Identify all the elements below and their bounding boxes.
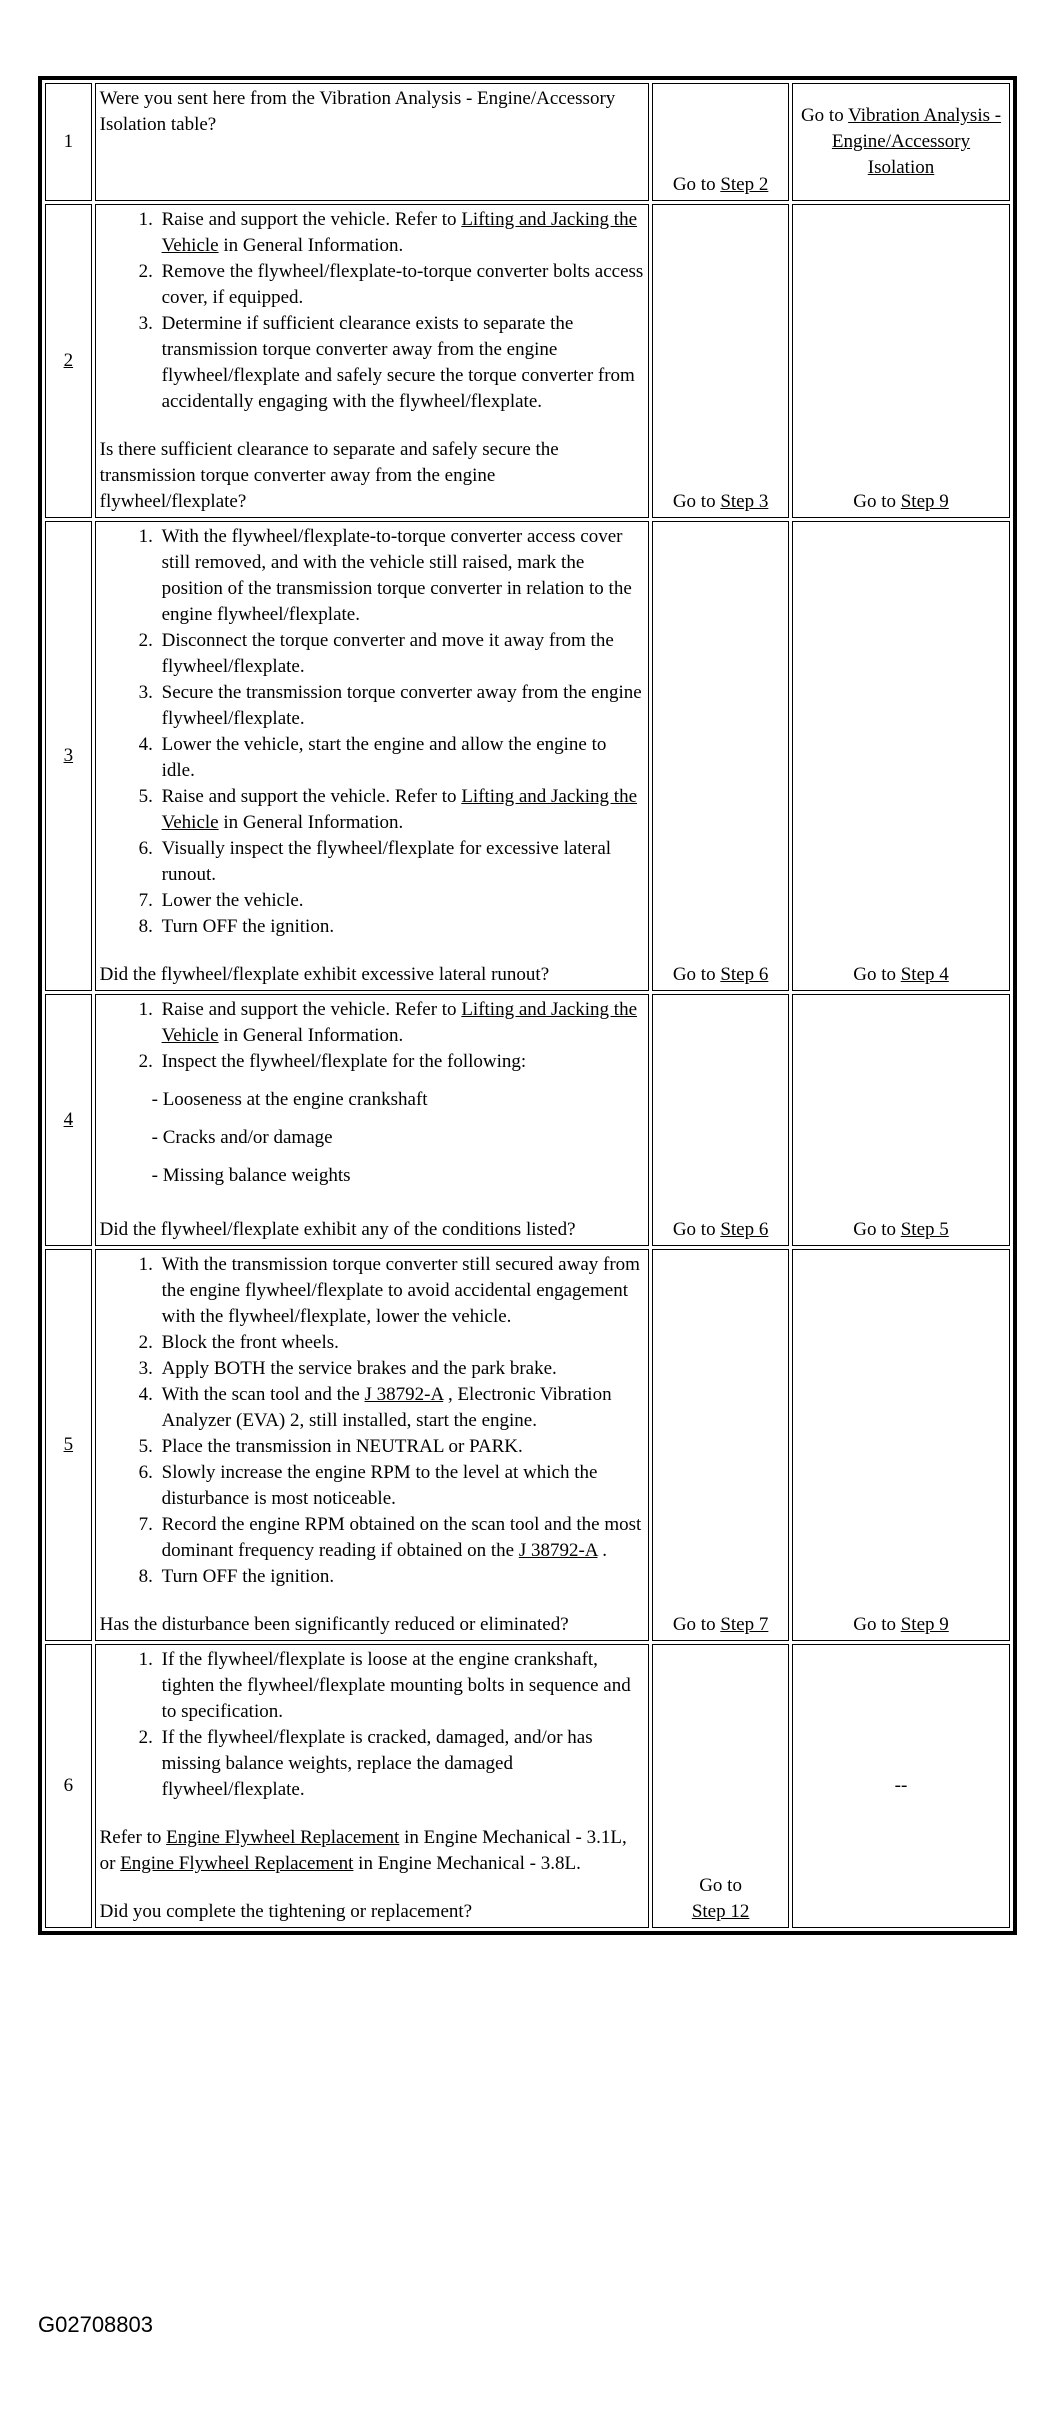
tool-link[interactable]: J 38792-A: [364, 1384, 444, 1405]
reference-text: [100, 1825, 645, 1877]
sub-list-item: - Looseness at the engine crankshaft: [152, 1081, 645, 1119]
list-item: 1. With the flywheel/flexplate-to-torque converter access cover still removed, and with the vehicle still raised, mark the position of the transmission torque converter in relation to the engine flywheel/flexplate.: [158, 524, 645, 628]
no-prefix: Go to: [853, 1219, 901, 1240]
step-number: 5: [63, 1434, 74, 1455]
no-cell: [792, 994, 1010, 1246]
list-item: 3. Secure the transmission torque converter away from the engine flywheel/flexplate.: [158, 680, 645, 732]
lifting-jacking-link[interactable]: Lifting and Jacking the Vehicle: [161, 999, 638, 1046]
step-action: [95, 1644, 650, 1928]
table-row: [45, 83, 1010, 201]
item-text: in General Information.: [218, 812, 404, 833]
list-item: [158, 784, 645, 836]
list-item: 5. Place the transmission in NEUTRAL or PARK.: [158, 1434, 645, 1460]
list-item: 3. Determine if sufficient clearance exists to separate the transmission torque converter away from the engine flywheel/flexplate and safely secure the torque converter from accidentally engaging with the flywheel/flexplate.: [158, 311, 645, 415]
step-question: Were you sent here from the Vibration Analysis - Engine/Accessory Isolation table?: [95, 83, 650, 201]
list-item: 1. With the transmission torque converter still secured away from the engine flywheel/flexplate to avoid accidental engagement with the flywheel/flexplate, lower the vehicle.: [158, 1252, 645, 1330]
item-text: Raise and support the vehicle. Refer to: [161, 999, 462, 1020]
item-text: With the scan tool and the: [161, 1384, 365, 1405]
flywheel-replacement-link[interactable]: Engine Flywheel Replacement: [166, 1827, 400, 1848]
step-question: Did you complete the tightening or replacement?: [99, 1901, 473, 1922]
item-text: Record the engine RPM obtained on the scan tool and the most dominant frequency reading if obtained on the: [161, 1514, 642, 1561]
no-cell: [792, 521, 1010, 991]
sub-list-item: - Cracks and/or damage: [152, 1119, 645, 1157]
yes-prefix: Go to: [672, 964, 721, 985]
step-action: [95, 1249, 650, 1641]
list-item: 2. Block the front wheels.: [158, 1330, 645, 1356]
step-question: Has the disturbance been significantly reduced or eliminated?: [99, 1614, 569, 1635]
flywheel-replacement-link[interactable]: Engine Flywheel Replacement: [120, 1853, 354, 1874]
go-to-step-link[interactable]: Step 9: [900, 1614, 949, 1635]
ref-text: in Engine Mechanical - 3.8L.: [353, 1853, 581, 1874]
list-item: 6. Visually inspect the flywheel/flexplate for excessive lateral runout.: [158, 836, 645, 888]
list-item: [158, 1382, 645, 1434]
yes-cell: [652, 994, 789, 1246]
no-prefix: Go to: [800, 105, 849, 126]
table-row: [45, 204, 1010, 518]
table-row: [45, 521, 1010, 991]
lifting-jacking-link[interactable]: Lifting and Jacking the Vehicle: [161, 209, 638, 256]
list-item: 8. Turn OFF the ignition.: [158, 914, 645, 940]
table-row: [45, 994, 1010, 1246]
list-item: 6. Slowly increase the engine RPM to the level at which the disturbance is most noticeable.: [158, 1460, 645, 1512]
vibration-analysis-link[interactable]: Vibration Analysis - Engine/Accessory Isolation: [831, 105, 1002, 178]
list-item: 2. Inspect the flywheel/flexplate for the following:: [158, 1049, 645, 1075]
go-to-step-link[interactable]: Step 5: [900, 1219, 949, 1240]
table-row: [45, 1644, 1010, 1928]
yes-prefix: Go to: [699, 1875, 742, 1896]
list-item: 3. Apply BOTH the service brakes and the park brake.: [158, 1356, 645, 1382]
step-number: 2: [63, 350, 74, 371]
yes-cell: [652, 83, 789, 201]
step-question: Is there sufficient clearance to separate and safely secure the transmission torque converter away from the engine flywheel/flexplate?: [99, 439, 559, 512]
go-to-step-link[interactable]: Step 9: [900, 491, 949, 512]
yes-cell: [652, 1249, 789, 1641]
figure-code: G02708803: [38, 2312, 153, 2337]
yes-prefix: Go to: [672, 1614, 721, 1635]
table-row: [45, 1249, 1010, 1641]
list-item: 2. Disconnect the torque converter and move it away from the flywheel/flexplate.: [158, 628, 645, 680]
step-action: [95, 994, 650, 1246]
no-cell: [792, 83, 1010, 201]
list-item: 7. Lower the vehicle.: [158, 888, 645, 914]
step-action: [95, 521, 650, 991]
no-cell: [792, 1249, 1010, 1641]
yes-prefix: Go to: [672, 1219, 721, 1240]
lifting-jacking-link[interactable]: Lifting and Jacking the Vehicle: [161, 786, 638, 833]
step-question: Did the flywheel/flexplate exhibit any of the conditions listed?: [99, 1219, 576, 1240]
yes-prefix: Go to: [672, 174, 721, 195]
step-number: 6: [45, 1644, 92, 1928]
list-item: [158, 207, 645, 259]
list-item: [158, 1512, 645, 1564]
go-to-step-link[interactable]: Step 12: [691, 1901, 750, 1922]
step-number: 1: [45, 83, 92, 201]
item-text: in General Information.: [218, 1025, 404, 1046]
step-number: 3: [63, 745, 74, 766]
ref-text: Refer to: [99, 1827, 167, 1848]
tool-link[interactable]: J 38792-A: [518, 1540, 598, 1561]
list-item: 4. Lower the vehicle, start the engine and allow the engine to idle.: [158, 732, 645, 784]
no-cell: [792, 204, 1010, 518]
step-number: 4: [63, 1109, 74, 1130]
list-item: 2. Remove the flywheel/flexplate-to-torque converter bolts access cover, if equipped.: [158, 259, 645, 311]
step-action: [95, 204, 650, 518]
yes-cell: [652, 204, 789, 518]
item-text: , Electronic Vibration Analyzer (EVA) 2, still installed, start the engine.: [161, 1384, 612, 1431]
no-prefix: Go to: [853, 491, 901, 512]
yes-cell: [652, 1644, 789, 1928]
sub-list-item: - Missing balance weights: [152, 1157, 645, 1195]
item-text: .: [597, 1540, 607, 1561]
go-to-step-link[interactable]: Step 4: [900, 964, 949, 985]
item-text: Raise and support the vehicle. Refer to: [161, 209, 462, 230]
list-item: 1. If the flywheel/flexplate is loose at the engine crankshaft, tighten the flywheel/flexplate mounting bolts in sequence and to specification.: [158, 1647, 645, 1725]
go-to-step-link[interactable]: Step 6: [720, 1219, 769, 1240]
go-to-step-link[interactable]: Step 6: [720, 964, 769, 985]
go-to-step-link[interactable]: Step 2: [720, 174, 769, 195]
ref-text: in Engine Mechanical - 3.1L, or: [99, 1827, 627, 1874]
yes-prefix: Go to: [672, 491, 721, 512]
yes-cell: [652, 521, 789, 991]
no-prefix: Go to: [853, 964, 901, 985]
no-prefix: Go to: [853, 1614, 901, 1635]
go-to-step-link[interactable]: Step 7: [720, 1614, 769, 1635]
list-item: 8. Turn OFF the ignition.: [158, 1564, 645, 1590]
list-item: [158, 997, 645, 1049]
step-question: Did the flywheel/flexplate exhibit excessive lateral runout?: [99, 964, 550, 985]
item-text: in General Information.: [218, 235, 404, 256]
no-cell: --: [792, 1644, 1010, 1928]
go-to-step-link[interactable]: Step 3: [720, 491, 769, 512]
list-item: 2. If the flywheel/flexplate is cracked, damaged, and/or has missing balance weights, replace the damaged flywheel/flexplate.: [158, 1725, 645, 1803]
diagnostic-table: [38, 76, 1017, 1935]
item-text: Raise and support the vehicle. Refer to: [161, 786, 462, 807]
